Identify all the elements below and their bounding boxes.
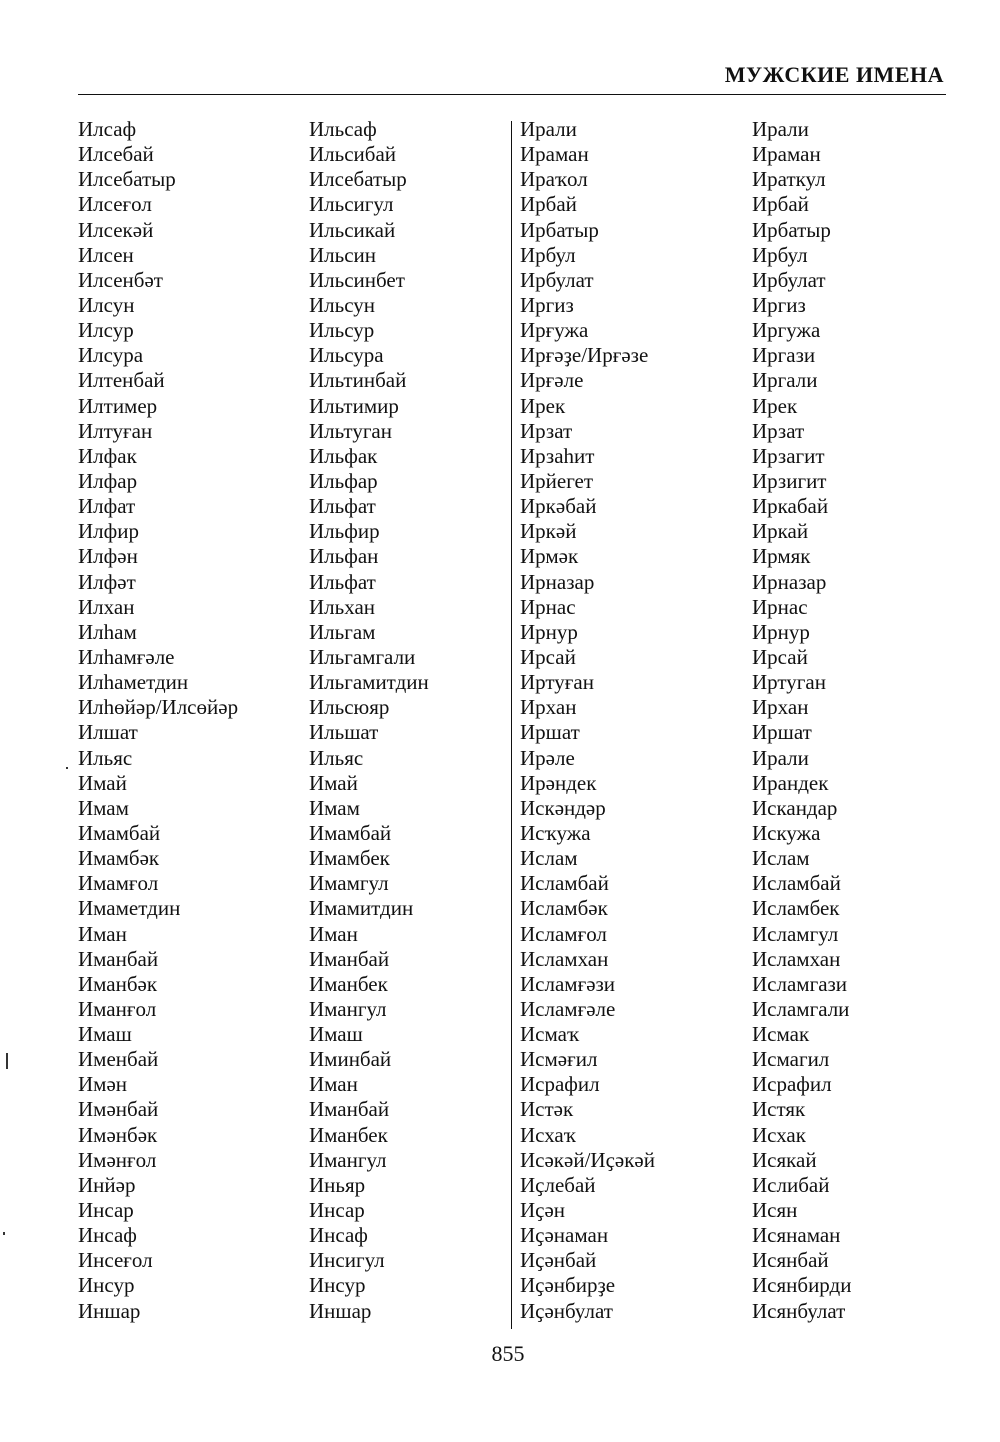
scan-speck	[66, 767, 68, 769]
name-entry: Исянаман	[752, 1223, 841, 1248]
name-entry: Иҫәнбирҙе	[520, 1273, 616, 1298]
name-entry: Исхаҡ	[520, 1122, 576, 1147]
name-entry: Ирбулат	[520, 267, 594, 292]
name-entry: Имаш	[78, 1022, 132, 1047]
name-entry: Ирбулат	[752, 267, 826, 292]
name-entry: Имамғол	[78, 871, 159, 896]
name-entry: Ильсаф	[309, 117, 377, 141]
name-entry: Исламғәзи	[520, 971, 616, 996]
name-entry: Иманбай	[309, 946, 390, 971]
name-entry: Иртуган	[752, 670, 826, 695]
name-entry: Инсаф	[309, 1223, 368, 1248]
scan-speck	[6, 1053, 8, 1069]
name-entry: Ильсура	[309, 343, 384, 368]
name-entry: Ильсигул	[309, 192, 394, 217]
name-entry: Илсаф	[78, 117, 137, 141]
name-entry: Исякай	[752, 1147, 817, 1172]
name-entry: Исрафил	[752, 1072, 832, 1097]
name-entry: Иҫән	[520, 1198, 566, 1223]
name-entry: Ирбул	[520, 242, 576, 267]
name-entry: Имаметдин	[78, 896, 181, 921]
name-entry: Илфат	[78, 494, 136, 519]
name-entry: Имамбай	[78, 820, 161, 845]
name-entry: Инйәр	[78, 1172, 136, 1197]
name-entry: Иршат	[520, 720, 580, 745]
name-entry: Имам	[78, 795, 129, 820]
name-entry: Исламгази	[752, 971, 848, 996]
name-entry: Исламғәле	[520, 996, 616, 1021]
name-entry: Исламбәк	[520, 896, 608, 921]
name-entry: Ирали	[752, 745, 809, 770]
name-entry: Инсар	[309, 1198, 365, 1223]
name-entry: Илсекәй	[78, 217, 154, 242]
name-entry: Иминбай	[309, 1047, 392, 1072]
name-entry: Ирали	[520, 117, 577, 141]
column-divider	[511, 121, 512, 1329]
name-entry: Илһаметдин	[78, 670, 189, 695]
name-entry: Иньяр	[309, 1172, 366, 1197]
name-entry: Исмак	[752, 1022, 810, 1047]
name-entry: Исхак	[752, 1122, 806, 1147]
name-entry: Инсур	[78, 1273, 135, 1298]
name-entry: Ирәле	[520, 745, 575, 770]
name-entry: Иманғол	[78, 996, 157, 1021]
name-entry: Илхан	[78, 594, 135, 619]
name-entry: Имай	[309, 770, 358, 795]
name-entry: Ильсинбет	[309, 267, 405, 292]
name-entry: Илтенбай	[78, 368, 165, 393]
name-entry: Ильсун	[309, 292, 376, 317]
name-entry: Инсигул	[309, 1248, 385, 1273]
name-entry: Исрафил	[520, 1072, 600, 1097]
name-entry: Ирнур	[520, 619, 578, 644]
name-entry: Илһөйәр/Илсөйәр	[78, 695, 239, 720]
name-entry: Иманбай	[78, 946, 159, 971]
name-entry: Ислибай	[752, 1172, 830, 1197]
name-entry: Ирназар	[520, 569, 595, 594]
name-entry: Ильтуган	[309, 418, 392, 443]
name-entry: Имәнбәк	[78, 1122, 158, 1147]
name-entry: Иманбек	[309, 1122, 388, 1147]
name-entry: Имәнғол	[78, 1147, 157, 1172]
name-entry: Исламхан	[752, 946, 841, 971]
name-entry: Илсебатыр	[78, 167, 176, 192]
name-entry: Ирзагит	[752, 443, 825, 468]
name-entry: Имамбек	[309, 846, 390, 871]
name-entry: Иршат	[752, 720, 812, 745]
name-entry: Ирек	[752, 393, 798, 418]
name-entry: Иргази	[752, 343, 816, 368]
name-entry: Ислам	[752, 846, 810, 871]
name-entry: Иргиз	[520, 292, 574, 317]
name-entry: Илсеғол	[78, 192, 152, 217]
name-entry: Иҫәнбай	[520, 1248, 597, 1273]
name-entry: Искандар	[752, 795, 838, 820]
name-entry: Ильфат	[309, 569, 376, 594]
name-entry: Ильфар	[309, 468, 378, 493]
name-entry: Илһамғәле	[78, 644, 175, 669]
name-entry: Ирбай	[752, 192, 809, 217]
name-entry: Искужа	[752, 820, 821, 845]
name-entry: Ирғәҙе/Ирғәзе	[520, 343, 649, 368]
name-entry: Исянбирди	[752, 1273, 852, 1298]
name-entry: Исламгул	[752, 921, 839, 946]
name-entry: Ильфак	[309, 443, 378, 468]
name-entry: Ильгам	[309, 619, 376, 644]
name-entry: Илфир	[78, 519, 139, 544]
name-entry: Исламбек	[752, 896, 840, 921]
name-entry: Ильтимир	[309, 393, 399, 418]
header-rule	[78, 94, 946, 95]
name-entry: Иҫәнаман	[520, 1223, 609, 1248]
name-entry: Иргужа	[752, 318, 821, 343]
name-entry: Ирзат	[752, 418, 805, 443]
name-entry: Иманбай	[309, 1097, 390, 1122]
name-entry: Исмагил	[752, 1047, 830, 1072]
name-entry: Иншар	[78, 1298, 141, 1323]
name-entry: Ирсай	[520, 644, 576, 669]
column-right-bashkir	[520, 117, 655, 1324]
name-entry: Иркай	[752, 519, 809, 544]
name-entry: Ирхан	[752, 695, 809, 720]
name-entry: Ирмәк	[520, 544, 579, 569]
name-entry: Ирандек	[752, 770, 829, 795]
name-entry: Иман	[309, 1072, 358, 1097]
name-entry: Ильгамгали	[309, 644, 416, 669]
name-entry: Именбай	[78, 1047, 159, 1072]
name-entry: Инсур	[309, 1273, 366, 1298]
name-entry: Иҫлебай	[520, 1172, 596, 1197]
name-entry: Ирхан	[520, 695, 577, 720]
name-entry: Имамгул	[309, 871, 389, 896]
name-entry: Иҫәнбулат	[520, 1298, 613, 1323]
name-entry: Исламгали	[752, 996, 850, 1021]
name-entry: Илһам	[78, 619, 137, 644]
name-entry: Ирали	[752, 117, 809, 141]
name-entry: Исәкәй/Иҫәкәй	[520, 1147, 655, 1172]
name-entry: Илсебай	[78, 142, 154, 167]
name-entry: Илтуған	[78, 418, 153, 443]
name-entry: Ираман	[752, 142, 821, 167]
name-entry: Илфән	[78, 544, 138, 569]
name-entry: Имангул	[309, 1147, 387, 1172]
name-entry: Инсар	[78, 1198, 134, 1223]
name-entry: Ильшат	[309, 720, 379, 745]
name-entry: Исмаҡ	[520, 1022, 579, 1047]
name-entry: Иргиз	[752, 292, 806, 317]
name-entry: Илсен	[78, 242, 134, 267]
name-entry: Ирзат	[520, 418, 573, 443]
name-entry: Исҡужа	[520, 820, 591, 845]
name-entry: Ислам	[520, 846, 578, 871]
name-entry: Ильтинбай	[309, 368, 407, 393]
name-entry: Ирнур	[752, 619, 810, 644]
name-entry: Исламхан	[520, 946, 609, 971]
name-entry: Ильсюяр	[309, 695, 390, 720]
column-right-russian	[752, 117, 851, 1324]
name-entry: Ирбатыр	[520, 217, 599, 242]
name-entry: Имангул	[309, 996, 387, 1021]
name-entry: Иман	[78, 921, 127, 946]
name-entry: Илсун	[78, 292, 135, 317]
name-entry: Иркабай	[752, 494, 829, 519]
name-entry: Ирғәле	[520, 368, 584, 393]
name-entry: Ирзигит	[752, 468, 827, 493]
name-entry: Ирмяк	[752, 544, 811, 569]
name-entry: Имамбәк	[78, 846, 160, 871]
name-entry: Истяк	[752, 1097, 806, 1122]
name-entry: Ирзаһит	[520, 443, 595, 468]
name-entry: Ильхан	[309, 594, 376, 619]
name-entry: Иншар	[309, 1298, 372, 1323]
name-entry: Исян	[752, 1198, 798, 1223]
name-entry: Иманбек	[309, 971, 388, 996]
name-entry: Ильфан	[309, 544, 379, 569]
name-entry: Ильяс	[309, 745, 364, 770]
name-entry: Ирназар	[752, 569, 827, 594]
name-entry: Ильсин	[309, 242, 377, 267]
name-entry: Ирәндек	[520, 770, 597, 795]
name-entry: Ирек	[520, 393, 566, 418]
name-entry: Исмәғил	[520, 1047, 598, 1072]
name-entry: Илфак	[78, 443, 137, 468]
name-entry: Ильфир	[309, 519, 380, 544]
name-entry: Илтимер	[78, 393, 158, 418]
name-entry: Имам	[309, 795, 360, 820]
name-entry: Имән	[78, 1072, 128, 1097]
name-entry: Исламбай	[520, 871, 609, 896]
name-entry: Илсур	[78, 318, 134, 343]
name-entry: Исянбулат	[752, 1298, 846, 1323]
name-entry: Искәндәр	[520, 795, 606, 820]
name-entry: Ирнас	[520, 594, 576, 619]
name-entry: Имәнбай	[78, 1097, 159, 1122]
name-entry: Иргали	[752, 368, 818, 393]
name-entry: Илсенбәт	[78, 267, 163, 292]
name-entry: Илсебатыр	[309, 167, 407, 192]
name-entry: Ильяс	[78, 745, 133, 770]
column-left-russian	[309, 117, 429, 1324]
name-entry: Исламбай	[752, 871, 841, 896]
name-entry: Ильгамитдин	[309, 670, 429, 695]
name-entry: Ирйегет	[520, 468, 594, 493]
running-head-title: МУЖСКИЕ ИМЕНА	[724, 62, 944, 87]
name-entry: Иркәй	[520, 519, 577, 544]
name-entry: Ираҡол	[520, 167, 588, 192]
name-entry: Иманбәк	[78, 971, 158, 996]
name-entry: Имамитдин	[309, 896, 414, 921]
page-number: 855	[491, 1341, 525, 1366]
name-entry: Ираткул	[752, 167, 826, 192]
name-entry: Инсаф	[78, 1223, 137, 1248]
name-entry: Имаш	[309, 1022, 363, 1047]
name-entry: Иркәбай	[520, 494, 597, 519]
name-entry: Инсеғол	[78, 1248, 153, 1273]
name-entry: Иртуған	[520, 670, 594, 695]
name-entry: Ирбай	[520, 192, 577, 217]
name-entry: Илсура	[78, 343, 144, 368]
name-entry: Ираман	[520, 142, 589, 167]
name-entry: Ильсур	[309, 318, 375, 343]
name-entry: Истәк	[520, 1097, 574, 1122]
name-entry: Илшат	[78, 720, 138, 745]
name-entry: Ирбул	[752, 242, 808, 267]
name-entry: Ильфат	[309, 494, 376, 519]
name-entry: Исламғол	[520, 921, 607, 946]
name-entry: Илфәт	[78, 569, 136, 594]
name-entry: Имай	[78, 770, 127, 795]
name-entry: Ирсай	[752, 644, 808, 669]
name-entry: Ильсибай	[309, 142, 397, 167]
name-entry: Ирғужа	[520, 318, 589, 343]
name-entry: Ирнас	[752, 594, 808, 619]
name-entry: Исянбай	[752, 1248, 829, 1273]
column-left-bashkir	[78, 117, 238, 1324]
name-entry: Илфар	[78, 468, 138, 493]
scan-speck	[3, 1232, 5, 1235]
name-entry: Имамбай	[309, 820, 392, 845]
name-entry: Ирбатыр	[752, 217, 831, 242]
name-entry: Иман	[309, 921, 358, 946]
name-entry: Ильсикай	[309, 217, 396, 242]
